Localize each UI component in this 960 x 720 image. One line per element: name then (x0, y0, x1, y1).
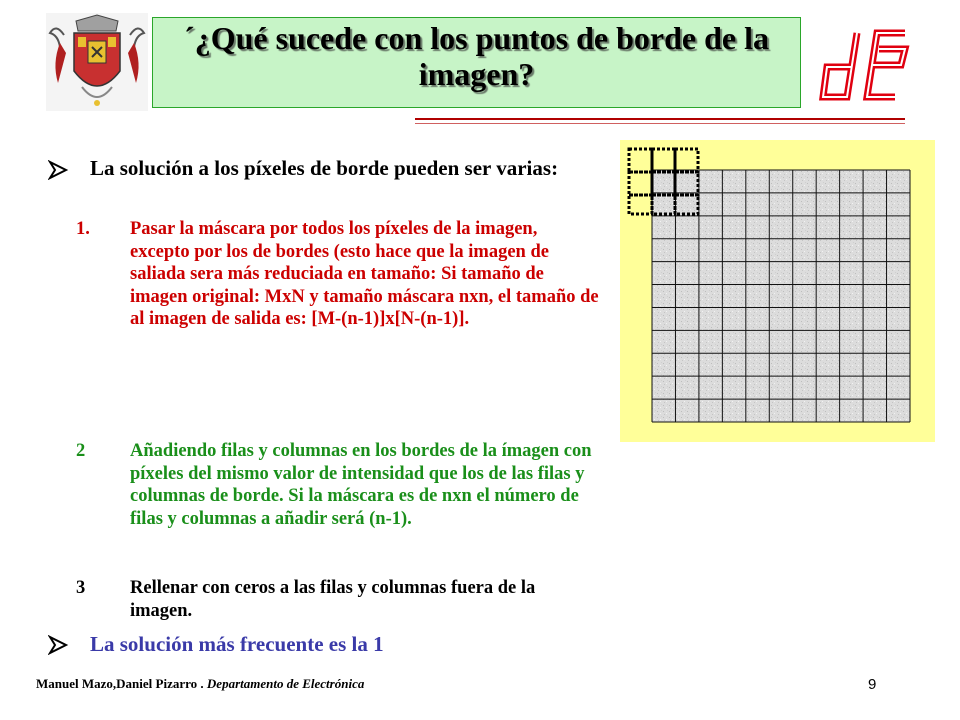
item-1-number: 1. (76, 219, 90, 239)
item-2-number: 2 (76, 441, 86, 461)
university-crest-icon (46, 13, 148, 111)
footer-credits (36, 676, 364, 692)
item-2-text: Añadiendo filas y columnas en los bordes de la ímagen con píxeles del mismo valor de intensidad que los de las filas y columnas de borde. Si la máscara es de nxn el número de filas y columnas a añadir será (n-1). (130, 441, 592, 529)
arrow-bullet-icon (48, 160, 70, 180)
item-3-text: Rellenar con ceros a las filas y columnas fuera de la imagen. (130, 578, 536, 621)
footer-authors: Manuel Mazo,Daniel Pizarro . (36, 676, 207, 691)
footer-department: Departamento de Electrónica (206, 676, 365, 691)
de-logo-icon (817, 27, 913, 103)
border-mask-figure (620, 140, 935, 442)
title-rule-thin (415, 123, 905, 124)
page-title: ´¿Qué sucede con los puntos de borde de la imagen? (184, 20, 769, 92)
arrow-bullet-icon (48, 635, 70, 655)
page-number: 9 (868, 676, 877, 693)
image-area (652, 170, 910, 422)
item-3-number: 3 (76, 578, 86, 598)
title-rule (415, 118, 905, 120)
bullet-text-1: La solución a los píxeles de borde pueden ser varias: (90, 156, 559, 180)
item-1-text: Pasar la máscara por todos los píxeles de la imagen, excepto por los de bordes (esto hace que la imagen de saliada sera más reduciada en tamaño: Si tamaño de imagen original: MxN y tamaño máscara nxn, el tamaño de al imagen de salida es: [M-(n-1)]x[N-(n-1)]. (130, 219, 599, 329)
bullet-text-2: La solución más frecuente es la 1 (90, 632, 384, 656)
